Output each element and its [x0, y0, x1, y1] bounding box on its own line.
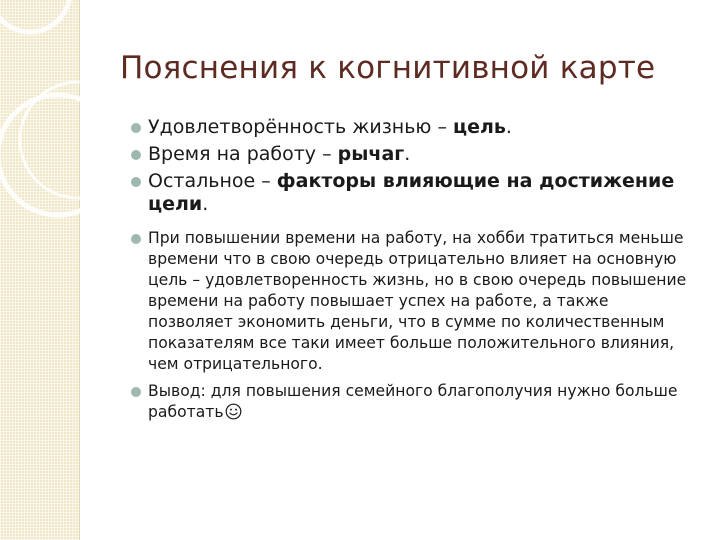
bullet-text: Удовлетворённость жизнью –	[148, 116, 453, 138]
slide-content	[131, 116, 696, 423]
bullet-period: .	[505, 116, 512, 138]
bullet-explanation	[131, 228, 696, 375]
bullet-period: .	[404, 143, 411, 165]
explanation-text: При повышении времени на работу, на хобби тратиться меньше времени что в свою очередь отрицательно влияет на основную цель – удовлетворенность жизнь, но в свою очередь повышение времени на работу повышает успех на работе, а также позволяет экономить деньги, что в сумме по количественным показателям все таки имеет больше положительного влияния, чем отрицательного.	[148, 229, 687, 373]
bullet-dot-icon	[131, 123, 141, 133]
side-band-divider	[79, 0, 80, 540]
bullet-dot-icon	[131, 234, 141, 244]
bullet-goal	[131, 116, 696, 139]
bullet-bold-text: рычаг	[337, 143, 405, 165]
bullet-factors	[131, 170, 696, 216]
bullet-dot-icon	[131, 177, 141, 187]
decorative-side-band	[0, 0, 79, 540]
conclusion-text: Вывод: для повышения семейного благополучия нужно больше работать	[148, 382, 678, 421]
smiley-face-icon	[225, 403, 242, 420]
bullet-dot-icon	[131, 150, 141, 160]
bullet-bold-text: цель	[453, 116, 506, 138]
bullet-period: .	[202, 193, 209, 215]
slide-title: Пояснения к когнитивной карте	[120, 50, 656, 86]
bullet-dot-icon	[131, 387, 141, 397]
bullet-bold-text: факторы влияющие на достижение цели	[148, 170, 675, 215]
bullet-lever	[131, 143, 696, 166]
bullet-conclusion	[131, 381, 696, 423]
bullet-text: Время на работу –	[148, 143, 338, 165]
bullet-text: Остальное –	[148, 170, 277, 192]
